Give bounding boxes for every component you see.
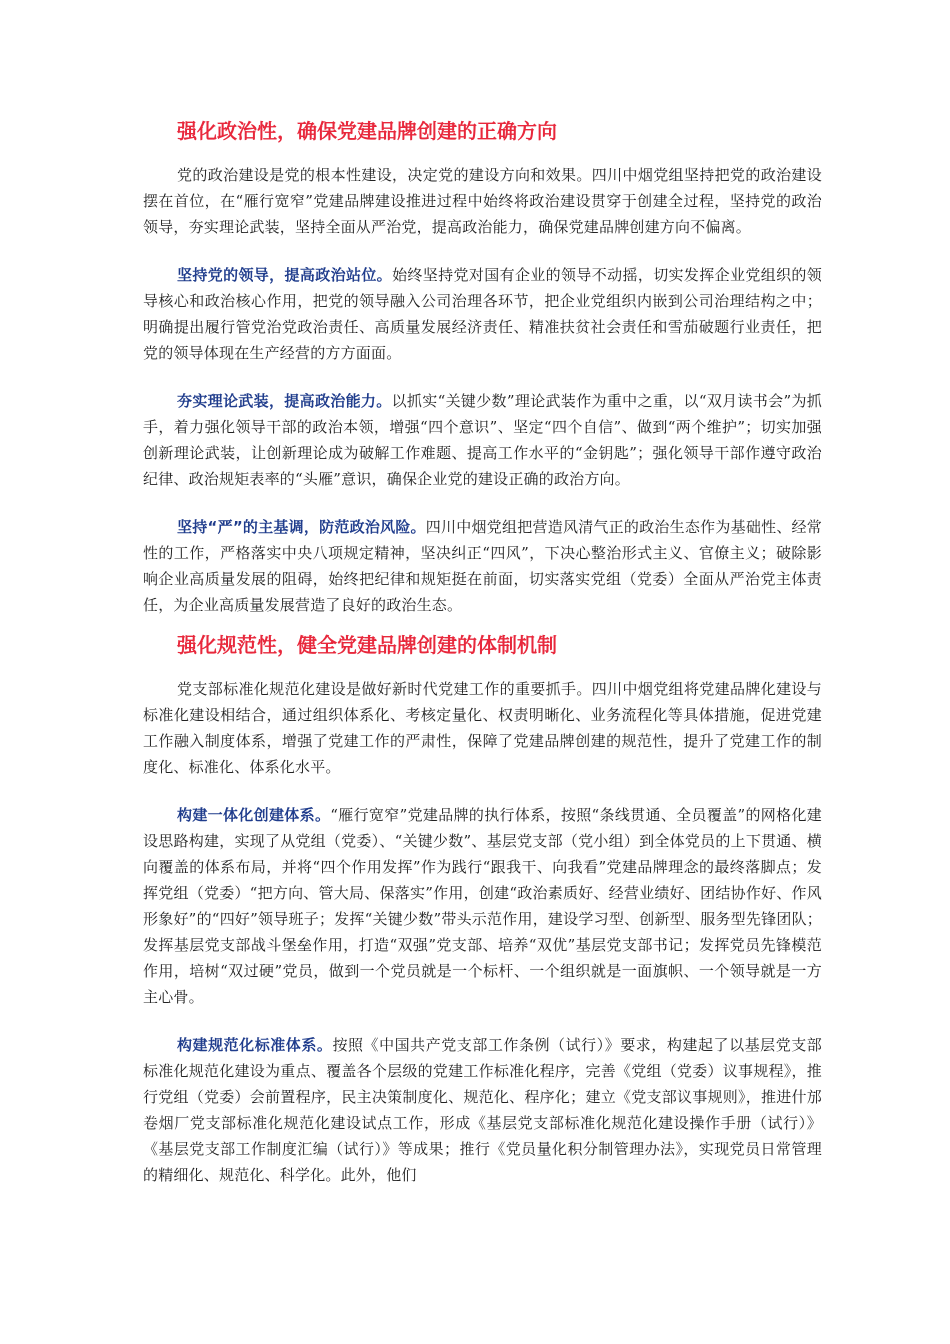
item-text: 始终坚持党对国有企业的领导不动摇，切实发挥企业党组织的领导核心和政治核心作用，把党的领导融入公司治理各环节，把企业党组织内嵌到公司治理结构之中；明确提出履行管党治党政治责任、高质量发展经济责任、精准扶贫社会责任和雪茄破题行业责任，把党的领导体现在生产经营的方方面面。 [143,266,822,362]
intro-paragraph: 党支部标准化规范化建设是做好新时代党建工作的重要抓手。四川中烟党组将党建品牌化建设与标准化建设相结合，通过组织体系化、考核定量化、权责明晰化、业务流程化等具体措施，促进党建工作融入制度体系，增强了党建工作的严肃性，保障了党建品牌创建的规范性，提升了党建工作的制度化、标准化、体系化水平。 [143,680,822,776]
item-lead: 坚持党的领导，提高政治站位。 [177,266,393,284]
item-paragraph [143,262,822,366]
item-lead: 夯实理论武装，提高政治能力。 [177,392,392,410]
intro-paragraph: 党的政治建设是党的根本性建设，决定党的建设方向和效果。四川中烟党组坚持把党的政治建设摆在首位，在“雁行宽窄”党建品牌建设推进过程中始终将政治建设贯穿于创建全过程，坚持党的政治领导，夯实理论武装，坚持全面从严治党，提高政治能力，确保党建品牌创建方向不偏离。 [143,166,822,236]
section-title-politics: 强化政治性，确保党建品牌创建的正确方向 [177,119,557,143]
item-lead: 构建规范化标准体系。 [177,1036,333,1054]
item-paragraph [143,802,822,1010]
item-paragraph [143,514,822,618]
section-title-norms: 强化规范性，健全党建品牌创建的体制机制 [177,633,557,657]
item-paragraph [143,388,822,492]
item-lead: 坚持“严”的主基调，防范政治风险。 [177,518,426,536]
item-text: 以抓实“关键少数”理论武装作为重中之重，以“双月读书会”为抓手，着力强化领导干部的政治本领，增强“四个意识”、坚定“四个自信”、做到“两个维护”；切实加强创新理论武装，让创新理论成为破解工作难题、提高工作水平的“金钥匙”；强化领导干部作遵守政治纪律、政治规矩表率的“头雁”意识，确保企业党的建设正确的政治方向。 [143,392,822,488]
item-text: 按照《中国共产党支部工作条例（试行）》要求，构建起了以基层党支部标准化规范化建设为重点、覆盖各个层级的党建工作标准化程序，完善《党组（党委）议事规程》，推行党组（党委）会前置程序，民主决策制度化、规范化、程序化；建立《党支部议事规则》，推进什邡卷烟厂党支部标准化规范化建设试点工作，形成《基层党支部标准化规范化建设操作手册（试行）》《基层党支部工作制度汇编（试行）》等成果；推行《党员量化积分制管理办法》，实现党员日常管理的精细化、规范化、科学化。此外，他们 [143,1036,822,1184]
item-paragraph [143,1032,822,1188]
item-text: “雁行宽窄”党建品牌的执行体系，按照“条线贯通、全员覆盖”的网格化建设思路构建，实现了从党组（党委）、“关键少数”、基层党支部（党小组）到全体党员的上下贯通、横向覆盖的体系布局，并将“四个作用发挥”作为践行“跟我干、向我看”党建品牌理念的最终落脚点；发挥党组（党委）“把方向、管大局、保落实”作用，创建“政治素质好、经营业绩好、团结协作好、作风形象好”的“四好”领导班子；发挥“关键少数”带头示范作用，建设学习型、创新型、服务型先锋团队；发挥基层党支部战斗堡垒作用，打造“双强”党支部、培养“双优”基层党支部书记；发挥党员先锋模范作用，培树“双过硬”党员，做到一个党员就是一个标杆、一个组织就是一面旗帜、一个领导就是一方主心骨。 [143,806,822,1006]
item-text: 四川中烟党组把营造风清气正的政治生态作为基础性、经常性的工作，严格落实中央八项规定精神，坚决纠正“四风”，下决心整治形式主义、官僚主义；破除影响企业高质量发展的阻碍，始终把纪律和规矩挺在前面，切实落实党组（党委）全面从严治党主体责任，为企业高质量发展营造了良好的政治生态。 [143,518,822,614]
item-lead: 构建一体化创建体系。 [177,806,331,824]
